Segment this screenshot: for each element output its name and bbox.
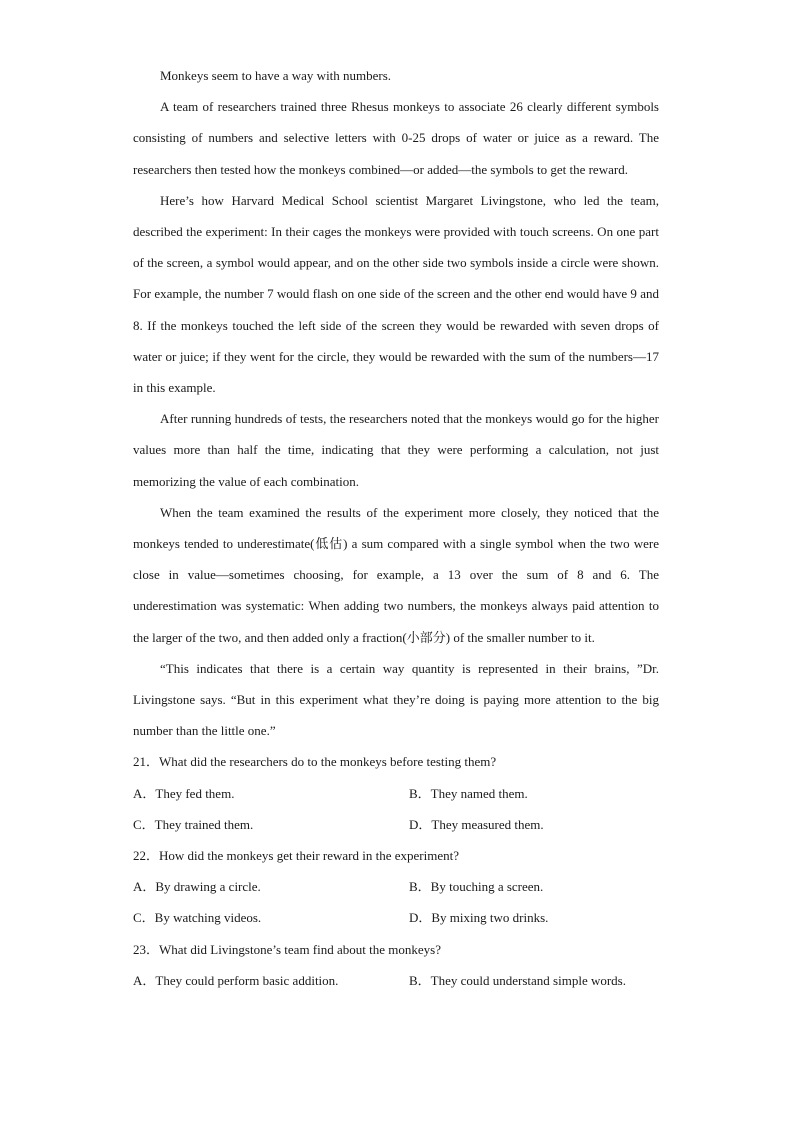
question-21 [133,746,659,840]
option-c[interactable]: C．By watching videos. [133,910,262,926]
option-b[interactable]: B．They named them. [409,785,528,801]
options-row [133,902,659,933]
document-page [133,60,659,996]
option-a[interactable]: A．By drawing a circle. [133,879,261,895]
option-b[interactable]: B．By touching a screen. [409,879,544,895]
passage-paragraph-5: When the team examined the results of the experiment more closely, they noticed that the monkeys tended to underestimate(低估) a sum compared with a single symbol when the two were close in value—sometimes choosing, for example, a 13 over the sum of 8 and 6. The underestimation was systematic: When adding two numbers, the monkeys always paid attention to the larger of the two, and then added only a fraction(小部分) of the smaller number to it. [133,504,659,645]
options-row [133,778,659,809]
options-row [133,809,659,840]
passage-paragraph-4: After running hundreds of tests, the researchers noted that the monkeys would go for the higher values more than half the time, indicating that they were performing a calculation, not just memorizing the value of each combination. [133,411,659,489]
passage-paragraph-3: Here’s how Harvard Medical School scientist Margaret Livingstone, who led the team, described the experiment: In their cages the monkeys were provided with touch screens. On one part of the screen, a symbol would appear, and on the other side two symbols inside a circle were shown. For example, the number 7 would flash on one side of the screen and the other end would have 9 and 8. If the monkeys touched the left side of the screen they would be rewarded with seven drops of water or juice; if they went for the circle, they would be rewarded with the sum of the numbers—17 in this example. [133,192,659,396]
passage-paragraph-1: Monkeys seem to have a way with numbers. [160,68,392,83]
question-stem: 23．What did Livingstone’s team find about the monkeys? [133,941,441,957]
question-stem: 22．How did the monkeys get their reward in the experiment? [133,848,459,864]
option-c[interactable]: C．They trained them. [133,816,254,832]
question-23 [133,934,659,996]
options-row [133,871,659,902]
passage-paragraph-6: “This indicates that there is a certain way quantity is represented in their brains, ”Dr. Livingstone says. “But in this experiment what they’re doing is paying more attention to the big number than the little one.” [133,660,659,739]
option-a[interactable]: A．They could perform basic addition. [133,972,339,988]
question-22 [133,840,659,934]
option-d[interactable]: D．By mixing two drinks. [409,910,549,926]
question-stem: 21．What did the researchers do to the monkeys before testing them? [133,754,497,770]
options-row [133,965,659,996]
passage-paragraph-2: A team of researchers trained three Rhesus monkeys to associate 26 clearly different symbols consisting of numbers and selective letters with 0-25 drops of water or juice as a reward. The researchers then tested how the monkeys combined—or added—the symbols to get the reward. [133,99,659,177]
option-a[interactable]: A．They fed them. [133,785,235,801]
option-d[interactable]: D．They measured them. [409,816,544,832]
option-b[interactable]: B．They could understand simple words. [409,972,626,988]
